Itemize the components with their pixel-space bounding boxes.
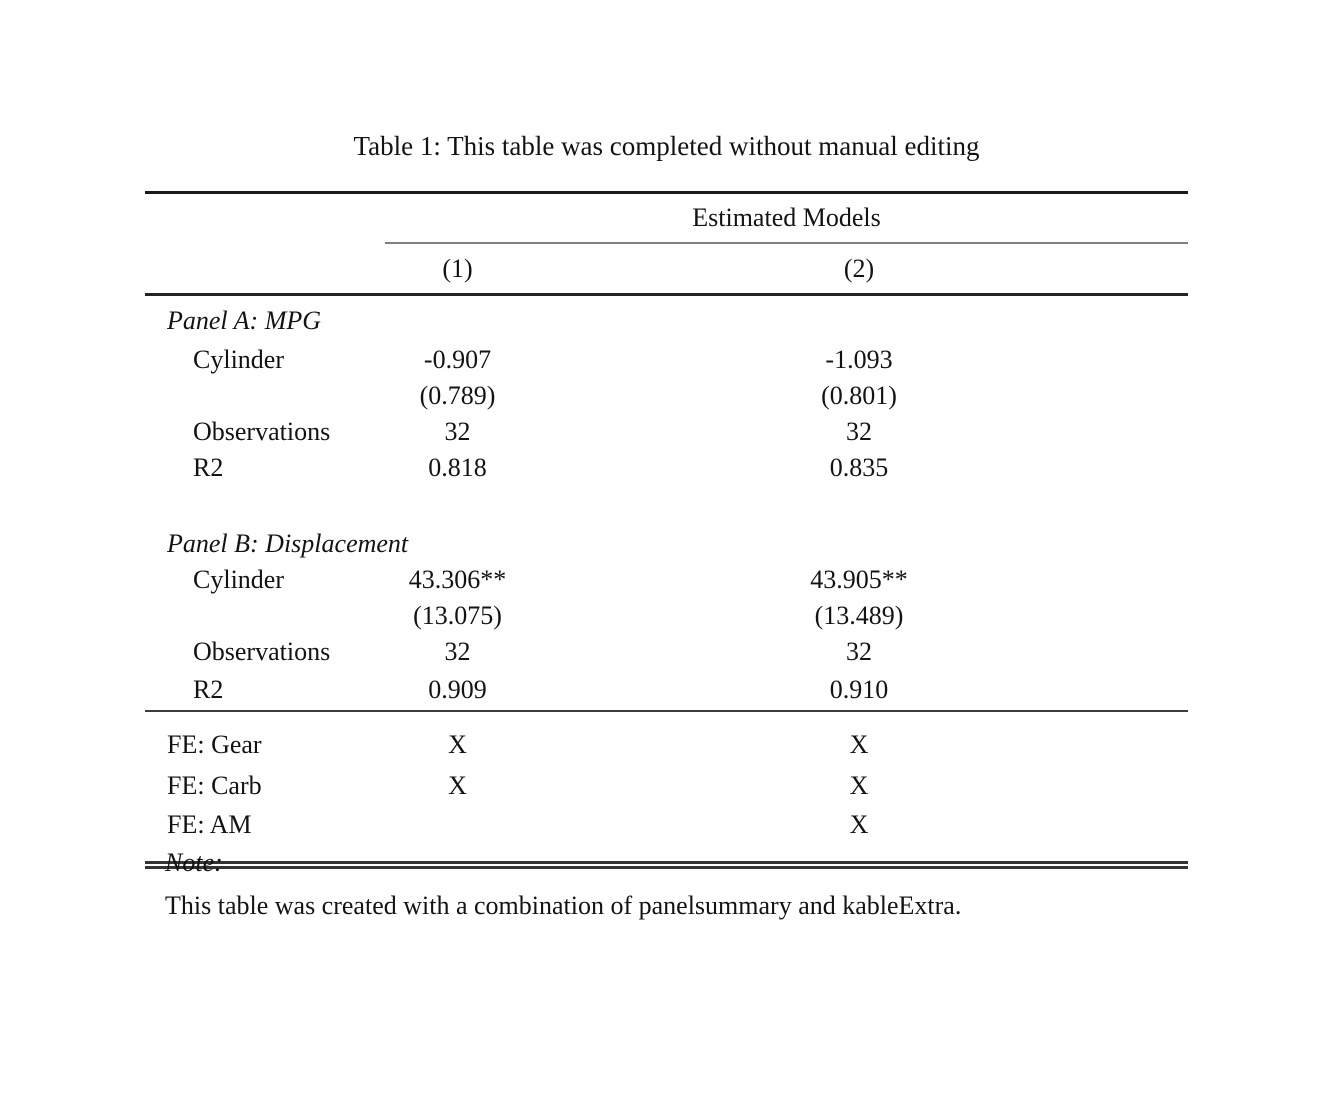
column-group-row <box>145 193 1188 244</box>
stat-cell: 32 <box>444 417 471 446</box>
row-label <box>145 378 385 414</box>
panel-a-label: Panel A: MPG <box>167 306 322 335</box>
fe-mark: X <box>448 770 467 800</box>
row-label: Observations <box>193 637 331 666</box>
model-2-header: (2) <box>530 243 1188 295</box>
row-label: Observations <box>193 417 331 446</box>
fe-label: FE: Gear <box>167 730 262 759</box>
table-row <box>145 634 1188 670</box>
table-row <box>145 562 1188 598</box>
table-row <box>145 342 1188 378</box>
fe-label: FE: Carb <box>167 770 262 800</box>
table-row <box>145 378 1188 414</box>
row-label: R2 <box>145 670 385 711</box>
table-row <box>145 450 1188 486</box>
coef-cell: -0.907 <box>423 345 492 374</box>
table-caption: Table 1: This table was completed without manual editing <box>353 131 980 161</box>
coef-cell: 43.905** <box>810 565 908 594</box>
row-label: Cylinder <box>193 565 284 594</box>
stat-cell: 0.835 <box>829 453 889 482</box>
se-cell: (13.075) <box>413 601 502 630</box>
regression-table <box>145 191 1188 869</box>
stat-cell: 0.909 <box>385 670 530 711</box>
note-text: This table was created with a combination of panelsummary and kableExtra. <box>165 891 962 920</box>
column-group-header: Estimated Models <box>385 193 1188 244</box>
se-cell: (0.801) <box>821 381 897 410</box>
stat-cell: 0.818 <box>428 453 487 482</box>
fe-mark: X <box>849 810 869 839</box>
empty-cell <box>145 193 385 244</box>
table-row <box>145 670 1188 711</box>
panel-b-label: Panel B: Displacement <box>167 529 409 558</box>
stat-cell: 32 <box>846 417 872 446</box>
se-cell: (0.789) <box>419 381 496 410</box>
table-note <box>165 848 961 921</box>
spacer-row <box>145 486 1188 526</box>
row-label: Cylinder <box>193 345 284 374</box>
stat-cell: 0.910 <box>530 670 1188 711</box>
table-row <box>145 414 1188 450</box>
fe-mark: X <box>448 730 467 759</box>
fe-row <box>145 768 1188 803</box>
empty-cell <box>145 243 385 295</box>
note-label: Note: <box>165 848 223 877</box>
model-1-header: (1) <box>385 243 530 295</box>
se-cell: (13.489) <box>814 601 904 630</box>
stat-cell: 32 <box>444 637 471 666</box>
panel-a-header-row <box>145 295 1188 343</box>
fe-mark: X <box>849 770 869 800</box>
coef-cell: 43.306** <box>408 565 507 594</box>
row-label: R2 <box>193 453 224 482</box>
fe-row <box>145 711 1188 768</box>
fe-mark: X <box>849 730 869 759</box>
stat-cell: 32 <box>846 637 872 666</box>
panel-b-header-row <box>145 526 1188 562</box>
model-number-row <box>145 243 1188 295</box>
coef-cell: -1.093 <box>825 345 893 374</box>
table-row <box>145 598 1188 634</box>
row-label <box>145 598 385 634</box>
fe-label: FE: AM <box>167 810 252 839</box>
